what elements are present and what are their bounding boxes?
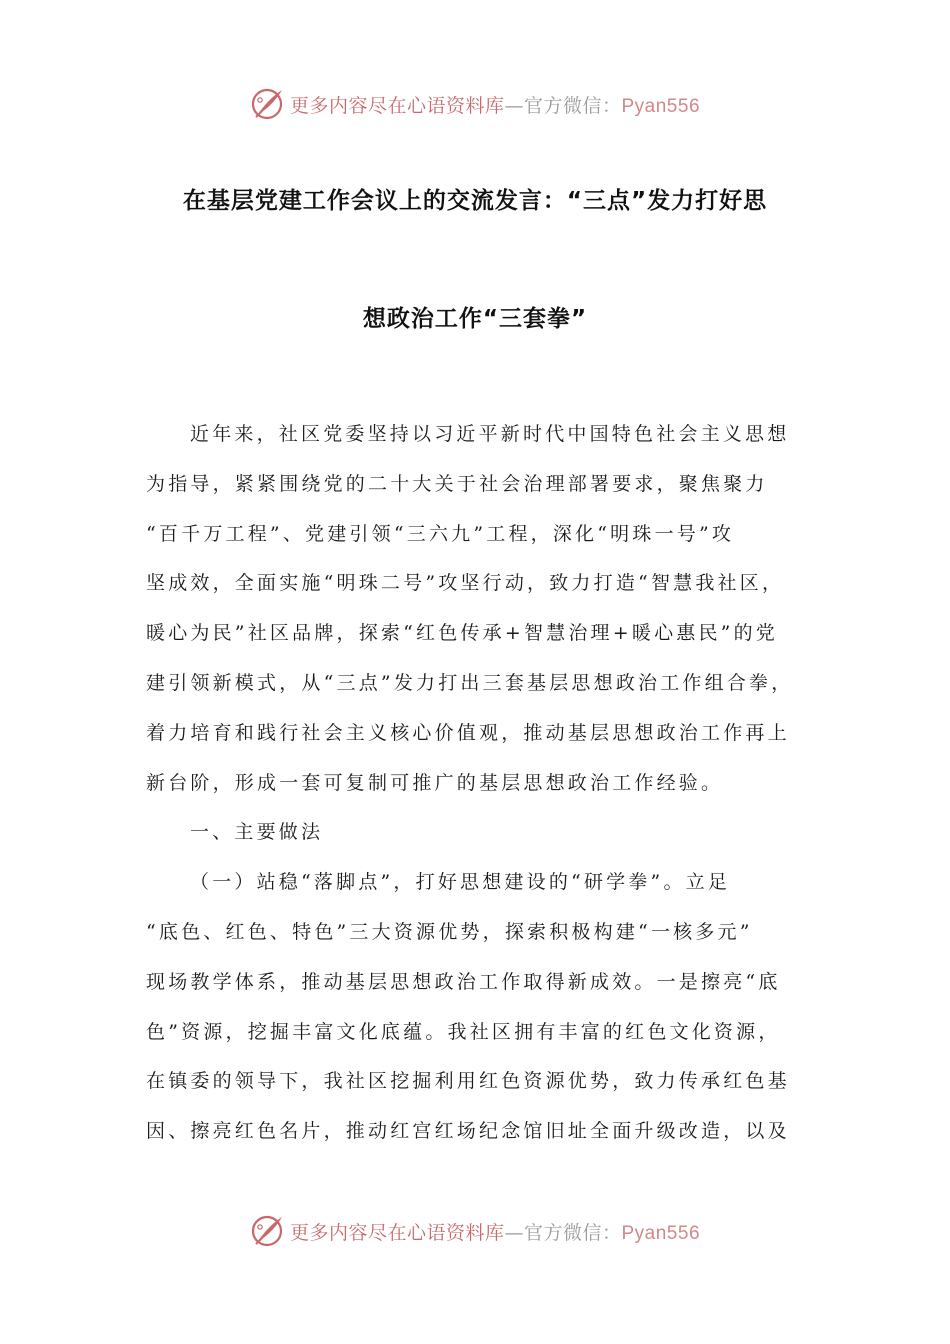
document-title-line-1: 在基层党建工作会议上的交流发言：“三点”发力打好思 — [182, 188, 768, 214]
body-line: 色”资源，挖掘丰富文化底蕴。我社区拥有丰富的红色文化资源， — [146, 1020, 781, 1043]
document-title-line-2: 想政治工作“三套拳” — [362, 306, 588, 332]
body-line: 坚成效，全面实施“明珠二号”攻坚行动，致力打造“智慧我社区， — [146, 572, 785, 595]
watermark-wechat-id: Pyan556 — [621, 95, 701, 117]
watermark-wechat-id: Pyan556 — [621, 1222, 701, 1244]
body-line: “底色、红色、特色”三大资源优势，探索积极构建“一核多元” — [146, 920, 753, 943]
body-line: 建引领新模式，从“三点”发力打出三套基层思想政治工作组合拳， — [146, 671, 794, 694]
body-line: 暖心为民”社区品牌，探索“红色传承+智慧治理+暖心惠民”的党 — [146, 622, 778, 645]
body-line: 因、擦亮红色名片，推动红宫红场纪念馆旧址全面升级改造，以及 — [146, 1120, 790, 1143]
watermark-site-name: 更多内容尽在心语资料库 — [289, 1221, 505, 1244]
watermark-site-name: 更多内容尽在心语资料库 — [289, 94, 505, 117]
body-line: 现场教学体系，推动基层思想政治工作取得新成效。一是擦亮“底 — [146, 970, 781, 993]
watermark-text — [290, 91, 700, 118]
body-line: 在镇委的领导下，我社区挖掘利用红色资源优势，致力传承红色基 — [146, 1070, 790, 1093]
body-line: 新台阶，形成一套可复制可推广的基层思想政治工作经验。 — [146, 771, 724, 794]
watermark-separator: — — [504, 94, 524, 117]
body-line: 近年来，社区党委坚持以习近平新时代中国特色社会主义思想 — [190, 423, 790, 445]
body-line: “百千万工程”、党建引领“三六九”工程，深化“明珠一号”攻 — [146, 522, 735, 545]
footer-watermark-banner — [0, 1209, 950, 1253]
body-line: 为指导，紧紧围绕党的二十大关于社会治理部署要求，聚焦聚力 — [146, 472, 768, 495]
section-heading: 一、主要做法 — [190, 821, 324, 844]
watermark-text — [290, 1218, 700, 1245]
watermark-wechat-label: 官方微信： — [523, 94, 622, 117]
quill-pen-logo-icon — [250, 86, 286, 122]
body-line: 着力培育和践行社会主义核心价值观，推动基层思想政治工作再上 — [146, 721, 790, 744]
header-watermark-banner — [0, 82, 950, 126]
watermark-separator: — — [504, 1221, 524, 1244]
quill-pen-logo-icon — [250, 1213, 286, 1249]
document-body — [146, 410, 806, 1157]
subsection-line: （一）站稳“落脚点”，打好思想建设的“研学拳”。立足 — [190, 871, 731, 894]
watermark-wechat-label: 官方微信： — [523, 1221, 622, 1244]
